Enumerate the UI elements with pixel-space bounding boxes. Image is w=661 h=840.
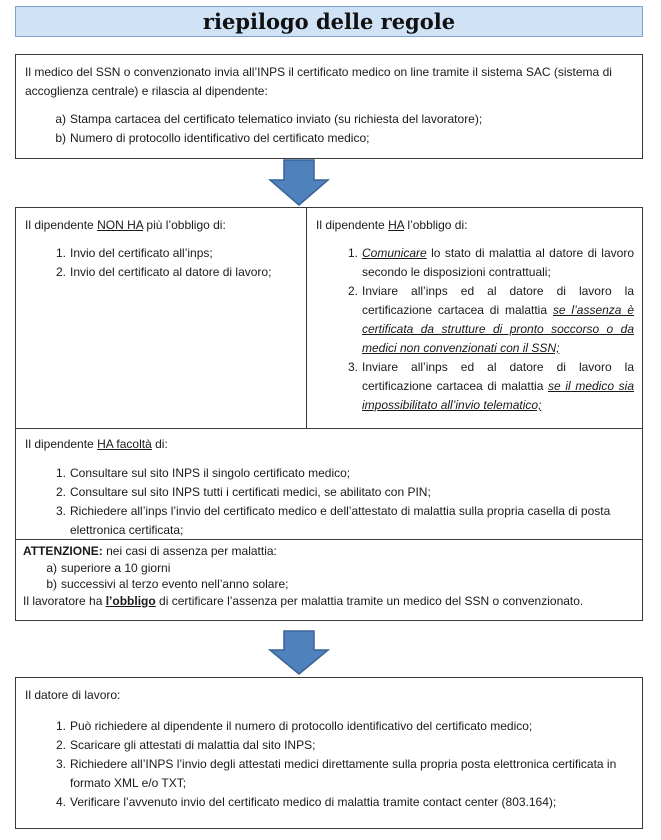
list-item: a) Stampa cartacea del certificato telematico inviato (su richiesta del lavoratore); bbox=[55, 112, 483, 126]
non-ha-list bbox=[25, 244, 297, 282]
list-item: 1. Comunicare lo stato di malattia al datore di lavoro secondo le disposizioni contrattuali; bbox=[347, 246, 634, 279]
list-item: 4. Verificare l’avvenuto invio del certificato medico di malattia tramite contact center (803.164); bbox=[55, 795, 557, 809]
attenzione-list bbox=[23, 560, 635, 592]
list-item: 2. Inviare all’inps ed al datore di lavoro la certificazione cartacea di malattia se l’assenza è certificata da strutture di pronto soccorso o da medici non convenzionati con il SSN; bbox=[347, 284, 635, 355]
down-arrow-icon bbox=[268, 159, 330, 207]
page-title-text: riepilogo delle regole bbox=[202, 9, 456, 34]
list-item: 2. Consultare sul sito INPS tutti i certificati medici, se abilitato con PIN; bbox=[55, 485, 431, 499]
list-item: b) successivi al terzo evento nell’anno solare; bbox=[46, 577, 289, 591]
facolta-list bbox=[25, 464, 633, 540]
medico-box bbox=[15, 54, 643, 159]
datore-heading: Il datore di lavoro: bbox=[25, 688, 121, 702]
page-title bbox=[15, 6, 643, 37]
attenzione-closing: Il lavoratore ha l’obbligo di certificare l’assenza per malattia tramite un medico del SSN o convenzionato. bbox=[23, 594, 584, 608]
datore-box bbox=[15, 677, 643, 829]
obblighi-box bbox=[15, 207, 643, 429]
facolta-box bbox=[15, 428, 643, 540]
attenzione-box bbox=[15, 539, 643, 621]
down-arrow-icon bbox=[268, 630, 330, 676]
datore-list bbox=[25, 717, 633, 812]
list-item: 2. Scaricare gli attestati di malattia dal sito INPS; bbox=[55, 738, 316, 752]
list-item: 3. Richiedere all’INPS l’invio degli attestati medici direttamente sulla propria posta elettronica certificata in formato XML e/o TXT; bbox=[55, 757, 617, 790]
ha-heading: Il dipendente HA l’obbligo di: bbox=[316, 218, 468, 232]
list-item: 3. Inviare all’inps ed al datore di lavoro la certificazione cartacea di malattia se il medico sia impossibilitato all’invio telematico; bbox=[347, 360, 635, 412]
medico-list bbox=[25, 110, 633, 148]
non-ha-heading: Il dipendente NON HA più l’obbligo di: bbox=[25, 218, 226, 232]
facolta-heading: Il dipendente HA facoltà di: bbox=[25, 437, 168, 451]
list-item: a) superiore a 10 giorni bbox=[46, 561, 171, 575]
list-item: 2. Invio del certificato al datore di lavoro; bbox=[55, 265, 272, 279]
attenzione-heading: ATTENZIONE: nei casi di assenza per malattia: bbox=[23, 544, 277, 558]
list-item: 1. Consultare sul sito INPS il singolo certificato medico; bbox=[55, 466, 351, 480]
medico-intro: Il medico del SSN o convenzionato invia all’INPS il certificato medico on line tramite il sistema SAC (sistema di accoglienza centrale) e rilascia al dipendente: bbox=[25, 65, 612, 98]
non-ha-column bbox=[16, 208, 306, 282]
list-item: 1. Invio del certificato all’inps; bbox=[55, 246, 213, 260]
list-item: 3. Richiedere all’inps l’invio del certificato medico e dell’attestato di malattia sulla propria casella di posta elettronica certificata; bbox=[55, 504, 611, 537]
list-item: b) Numero di protocollo identificativo del certificato medico; bbox=[55, 131, 370, 145]
ha-column bbox=[307, 208, 643, 415]
list-item: 1. Può richiedere al dipendente il numero di protocollo identificativo del certificato medico; bbox=[55, 719, 533, 733]
ha-list bbox=[316, 244, 634, 415]
